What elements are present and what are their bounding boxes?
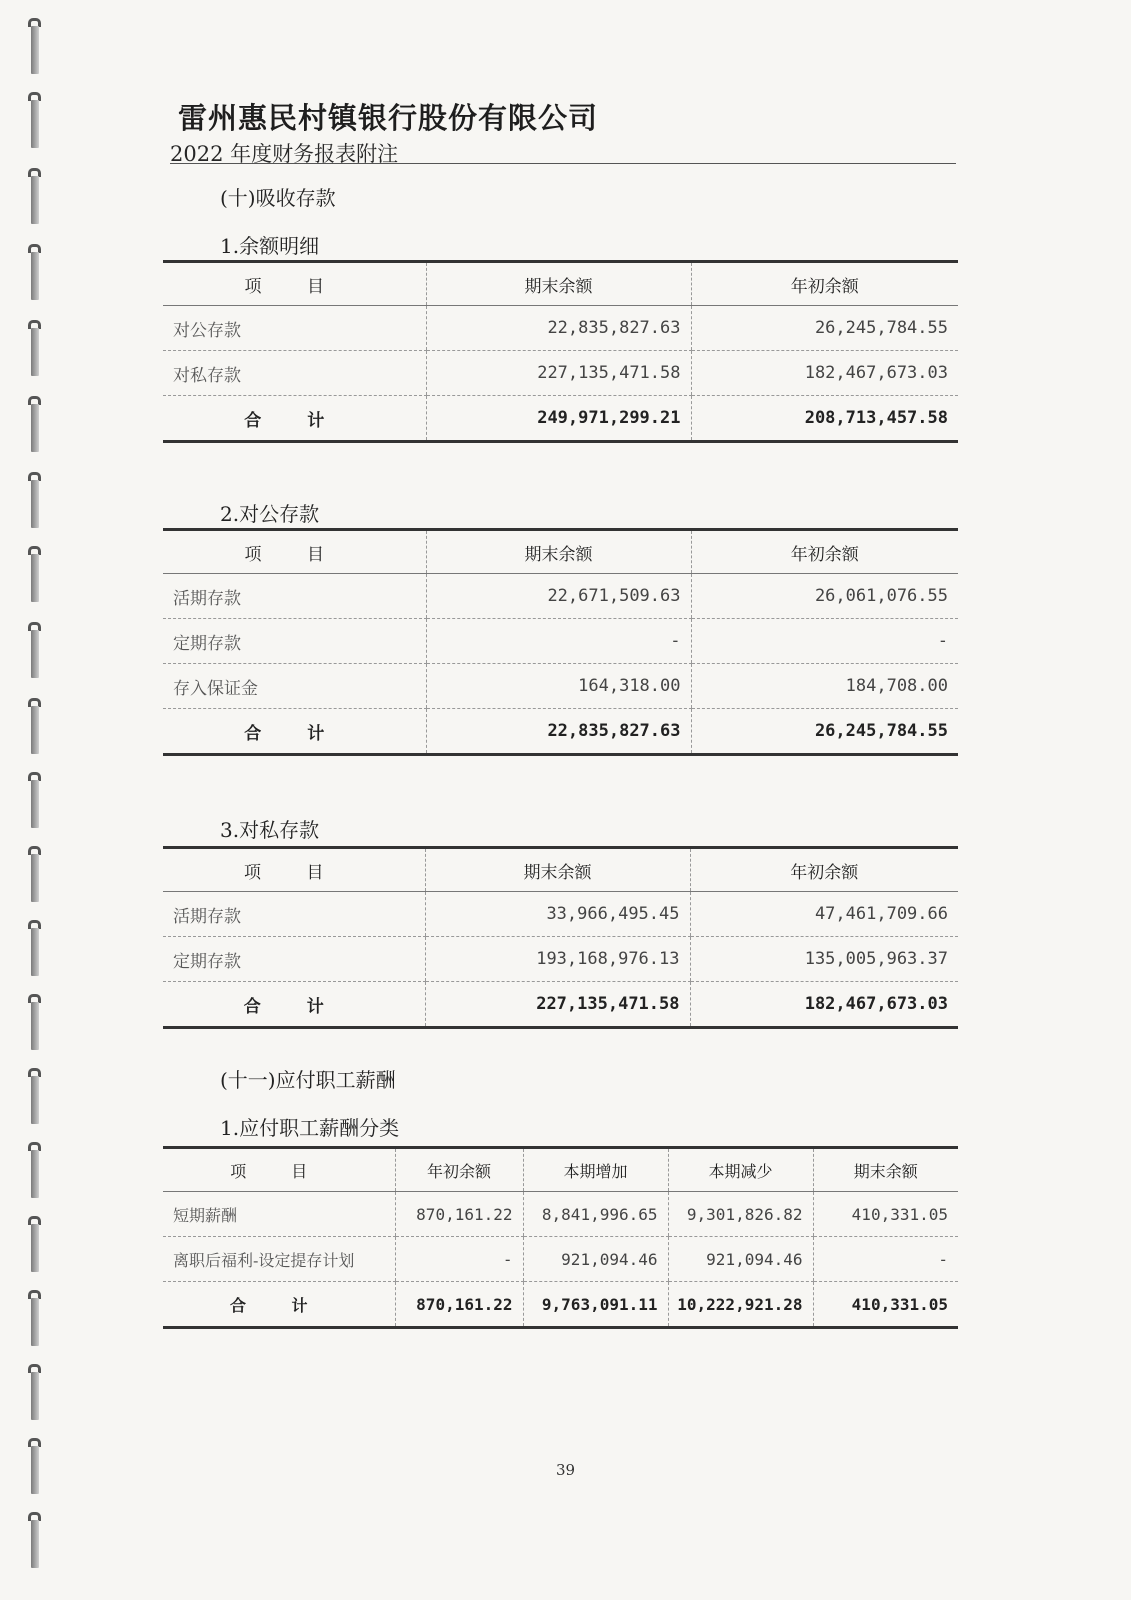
col-header-begin-balance: 年初余额 [691, 262, 958, 306]
personal-deposits-table [163, 846, 958, 1029]
cell-value: 9,301,826.82 [668, 1192, 813, 1237]
row-label: 定期存款 [163, 937, 425, 982]
binder-hole [28, 1068, 42, 1126]
table-row [163, 306, 958, 351]
binder-hole [28, 698, 42, 756]
total-value: 26,245,784.55 [691, 709, 958, 755]
col-header-begin-balance: 年初余额 [691, 530, 958, 574]
col-header-item: 项 目 [163, 530, 426, 574]
total-row [163, 709, 958, 755]
table-header-row [163, 530, 958, 574]
table-title-payroll-classification: 1.应付职工薪酬分类 [220, 1116, 400, 1140]
cell-value: 164,318.00 [426, 664, 691, 709]
table-row [163, 351, 958, 396]
cell-value: 26,245,784.55 [691, 306, 958, 351]
cell-value: - [395, 1237, 523, 1282]
header-divider [170, 163, 956, 164]
total-row [163, 1282, 958, 1328]
binder-hole [28, 846, 42, 904]
section-title-payroll: (十一)应付职工薪酬 [220, 1068, 396, 1092]
report-subtitle: 2022 年度财务报表附注 [170, 142, 399, 166]
balance-detail-table [163, 260, 958, 443]
total-row [163, 982, 958, 1028]
col-header-item: 项 目 [163, 262, 426, 306]
total-value: 249,971,299.21 [426, 396, 691, 442]
total-value: 9,763,091.11 [523, 1282, 668, 1328]
total-row [163, 396, 958, 442]
cell-value: 26,061,076.55 [691, 574, 958, 619]
total-label: 合 计 [163, 709, 426, 755]
total-value: 227,135,471.58 [425, 982, 690, 1028]
cell-value: 184,708.00 [691, 664, 958, 709]
row-label: 对私存款 [163, 351, 426, 396]
binder-hole [28, 772, 42, 830]
table-row [163, 619, 958, 664]
total-label: 合 计 [163, 982, 425, 1028]
table-row [163, 937, 958, 982]
cell-value: 47,461,709.66 [690, 892, 958, 937]
cell-value: 921,094.46 [523, 1237, 668, 1282]
binder-hole [28, 994, 42, 1052]
col-header-increase: 本期增加 [523, 1148, 668, 1192]
col-header-end-balance: 期末余额 [425, 848, 690, 892]
row-label: 活期存款 [163, 892, 425, 937]
section-title-deposits: (十)吸收存款 [220, 186, 336, 210]
col-header-end-balance: 期末余额 [426, 530, 691, 574]
table-title-corporate-deposits: 2.对公存款 [220, 502, 320, 526]
total-value: 22,835,827.63 [426, 709, 691, 755]
row-label: 存入保证金 [163, 664, 426, 709]
cell-value: 33,966,495.45 [425, 892, 690, 937]
binder-hole [28, 244, 42, 302]
cell-value: 921,094.46 [668, 1237, 813, 1282]
cell-value: - [426, 619, 691, 664]
col-header-item: 项 目 [163, 1148, 395, 1192]
col-header-decrease: 本期减少 [668, 1148, 813, 1192]
total-value: 410,331.05 [813, 1282, 958, 1328]
row-label: 活期存款 [163, 574, 426, 619]
cell-value: - [813, 1237, 958, 1282]
cell-value: - [691, 619, 958, 664]
payroll-classification-table [163, 1146, 958, 1329]
binder-hole [28, 396, 42, 454]
binder-hole [28, 1216, 42, 1274]
binder-hole [28, 320, 42, 378]
col-header-item: 项 目 [163, 848, 425, 892]
table-row [163, 892, 958, 937]
cell-value: 410,331.05 [813, 1192, 958, 1237]
row-label: 离职后福利-设定提存计划 [163, 1237, 395, 1282]
cell-value: 22,835,827.63 [426, 306, 691, 351]
corporate-deposits-table [163, 528, 958, 756]
total-value: 870,161.22 [395, 1282, 523, 1328]
total-value: 208,713,457.58 [691, 396, 958, 442]
binder-hole [28, 1364, 42, 1422]
cell-value: 135,005,963.37 [690, 937, 958, 982]
table-title-personal-deposits: 3.对私存款 [220, 818, 320, 842]
col-header-end-balance: 期末余额 [426, 262, 691, 306]
cell-value: 182,467,673.03 [691, 351, 958, 396]
total-value: 10,222,921.28 [668, 1282, 813, 1328]
binder-hole [28, 622, 42, 680]
cell-value: 22,671,509.63 [426, 574, 691, 619]
col-header-end-balance: 期末余额 [813, 1148, 958, 1192]
cell-value: 8,841,996.65 [523, 1192, 668, 1237]
binder-hole [28, 92, 42, 150]
binder-hole [28, 18, 42, 76]
table-header-row [163, 1148, 958, 1192]
binder-hole [28, 472, 42, 530]
cell-value: 870,161.22 [395, 1192, 523, 1237]
binder-hole [28, 168, 42, 226]
binder-hole [28, 1512, 42, 1570]
cell-value: 193,168,976.13 [425, 937, 690, 982]
total-label: 合 计 [163, 1282, 395, 1328]
table-row [163, 574, 958, 619]
cell-value: 227,135,471.58 [426, 351, 691, 396]
binder-hole [28, 1142, 42, 1200]
table-title-balance-detail: 1.余额明细 [220, 234, 320, 258]
total-value: 182,467,673.03 [690, 982, 958, 1028]
binder-hole [28, 546, 42, 604]
row-label: 对公存款 [163, 306, 426, 351]
table-header-row [163, 848, 958, 892]
binder-hole [28, 920, 42, 978]
row-label: 定期存款 [163, 619, 426, 664]
binder-hole [28, 1290, 42, 1348]
row-label: 短期薪酬 [163, 1192, 395, 1237]
page-number: 39 [555, 1461, 576, 1479]
table-row [163, 1192, 958, 1237]
table-row [163, 1237, 958, 1282]
table-row [163, 664, 958, 709]
total-label: 合 计 [163, 396, 426, 442]
company-name: 雷州惠民村镇银行股份有限公司 [178, 101, 599, 135]
table-header-row [163, 262, 958, 306]
col-header-begin-balance: 年初余额 [395, 1148, 523, 1192]
col-header-begin-balance: 年初余额 [690, 848, 958, 892]
